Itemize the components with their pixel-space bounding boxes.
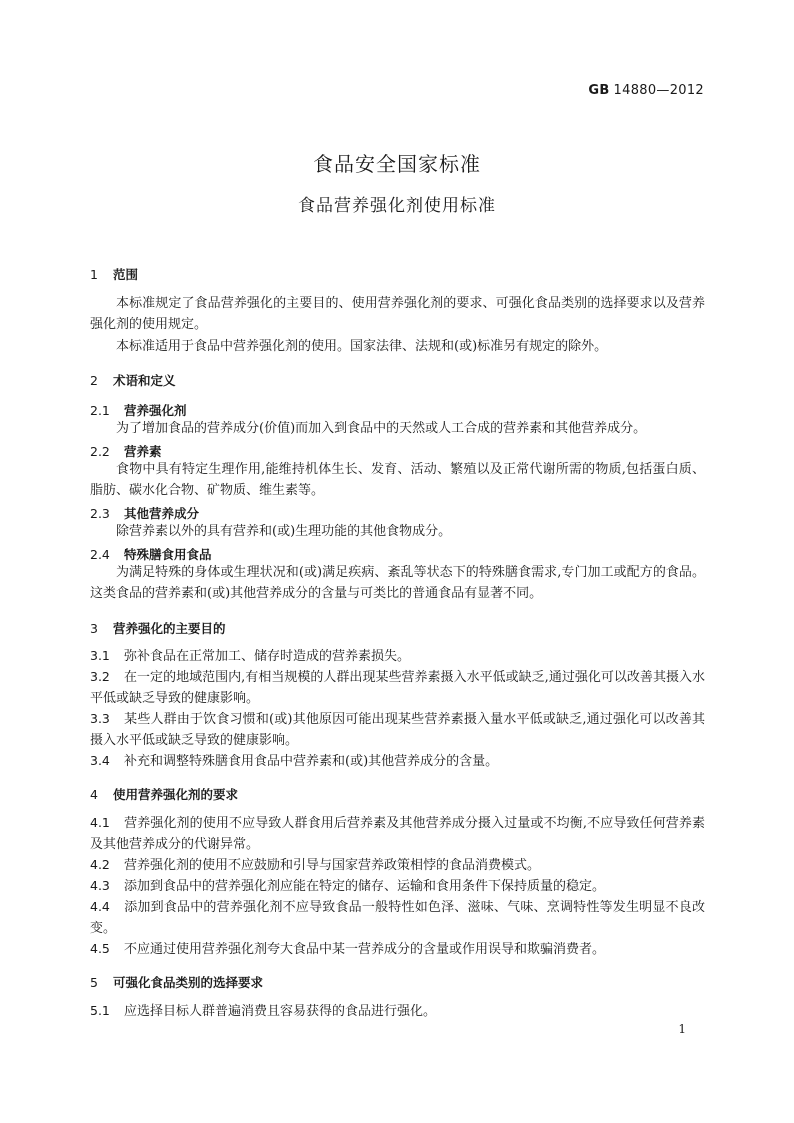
term-title: 其他营养成分 — [124, 506, 200, 521]
standard-prefix: GB — [588, 83, 610, 98]
clause-text: 某些人群由于饮食习惯和(或)其他原因可能出现某些营养素摄入量水平低或缺乏,通过强化可以改善其摄入水平低或缺乏导致的健康影响。 — [90, 712, 705, 748]
clause-text: 添加到食品中的营养强化剂应能在特定的储存、运输和食用条件下保持质量的稳定。 — [124, 879, 606, 894]
term-number: 2.1 — [90, 403, 110, 418]
term-definition: 为了增加食品的营养成分(价值)而加入到食品中的天然或人工合成的营养素和其他营养成分。 — [116, 421, 647, 436]
document-subtitle: 食品营养强化剂使用标准 — [298, 196, 496, 216]
clause-number: 3.1 — [90, 648, 110, 663]
clause-number: 5.1 — [90, 1003, 110, 1018]
section-title: 营养强化的主要目的 — [113, 621, 226, 636]
clause-text: 营养强化剂的使用不应鼓励和引导与国家营养政策相悖的食品消费模式。 — [124, 858, 541, 873]
section-number: 3 — [90, 621, 98, 636]
term-heading — [90, 442, 162, 460]
clause-text: 补充和调整特殊膳食用食品中营养素和(或)其他营养成分的含量。 — [124, 754, 499, 769]
document-title: 食品安全国家标准 — [313, 152, 481, 176]
standard-code: 14880—2012 — [613, 83, 704, 98]
section-heading-2 — [90, 371, 176, 389]
term-title: 营养素 — [124, 444, 162, 459]
clause-item — [90, 896, 705, 939]
term-definition: 食物中具有特定生理作用,能维持机体生长、发育、活动、繁殖以及正常代谢所需的物质,包括蛋白质、脂肪、碳水化合物、矿物质、维生素等。 — [90, 462, 705, 498]
section-number: 5 — [90, 975, 98, 990]
page-number: 1 — [678, 1022, 686, 1036]
clause-text: 在一定的地域范围内,有相当规模的人群出现某些营养素摄入水平低或缺乏,通过强化可以改善其摄入水平低或缺乏导致的健康影响。 — [90, 670, 705, 706]
clause-text: 弥补食品在正常加工、储存时造成的营养素损失。 — [124, 649, 411, 664]
clause-number: 4.1 — [90, 815, 110, 830]
clause-number: 4.5 — [90, 941, 110, 956]
term-heading — [90, 545, 212, 563]
clause-text: 应选择目标人群普遍消费且容易获得的食品进行强化。 — [124, 1004, 437, 1019]
term-number: 2.2 — [90, 444, 110, 459]
term-heading — [90, 504, 199, 522]
clause-text: 不应通过使用营养强化剂夸大食品中某一营养成分的含量或作用误导和欺骗消费者。 — [124, 942, 606, 957]
section-number: 4 — [90, 787, 98, 802]
clause-number: 4.4 — [90, 899, 110, 914]
section-number: 1 — [90, 267, 98, 282]
term-number: 2.4 — [90, 547, 110, 562]
clause-item — [90, 1000, 705, 1022]
clause-number: 4.2 — [90, 857, 110, 872]
clause-number: 3.4 — [90, 753, 110, 768]
section-heading-1 — [90, 265, 138, 283]
section-number: 2 — [90, 373, 98, 388]
clause-text: 营养强化剂的使用不应导致人群食用后营养素及其他营养成分摄入过量或不均衡,不应导致任何营养素及其他营养成分的代谢异常。 — [90, 816, 705, 852]
term-heading — [90, 401, 187, 419]
clause-item — [90, 750, 705, 772]
section-heading-5 — [90, 973, 263, 991]
term-number: 2.3 — [90, 506, 110, 521]
section-title: 可强化食品类别的选择要求 — [113, 975, 264, 990]
standard-number — [588, 83, 704, 98]
clause-item — [90, 854, 705, 876]
term-title: 特殊膳食用食品 — [124, 547, 212, 562]
clause-item — [90, 938, 705, 960]
term-title: 营养强化剂 — [124, 403, 187, 418]
section-heading-3 — [90, 619, 226, 637]
section-title: 范围 — [113, 267, 139, 282]
paragraph: 本标准规定了食品营养强化的主要目的、使用营养强化剂的要求、可强化食品类别的选择要求以及营养强化剂的使用规定。 — [90, 296, 705, 332]
clause-item — [90, 875, 705, 897]
clause-item — [90, 812, 705, 855]
term-definition: 除营养素以外的具有营养和(或)生理功能的其他食物成分。 — [116, 524, 452, 539]
clause-number: 3.2 — [90, 669, 110, 684]
section-heading-4 — [90, 785, 238, 803]
paragraph: 本标准适用于食品中营养强化剂的使用。国家法律、法规和(或)标准另有规定的除外。 — [116, 339, 608, 354]
term-definition: 为满足特殊的身体或生理状况和(或)满足疾病、紊乱等状态下的特殊膳食需求,专门加工或配方的食品。这类食品的营养素和(或)其他营养成分的含量与可类比的普通食品有显著不同。 — [90, 565, 705, 601]
clause-item — [90, 708, 705, 751]
clause-item — [90, 645, 705, 667]
section-title: 术语和定义 — [113, 373, 176, 388]
clause-text: 添加到食品中的营养强化剂不应导致食品一般特性如色泽、滋味、气味、烹调特性等发生明显不良改变。 — [90, 900, 705, 936]
clause-number: 3.3 — [90, 711, 110, 726]
section-title: 使用营养强化剂的要求 — [113, 787, 239, 802]
clause-number: 4.3 — [90, 878, 110, 893]
clause-item — [90, 666, 705, 709]
